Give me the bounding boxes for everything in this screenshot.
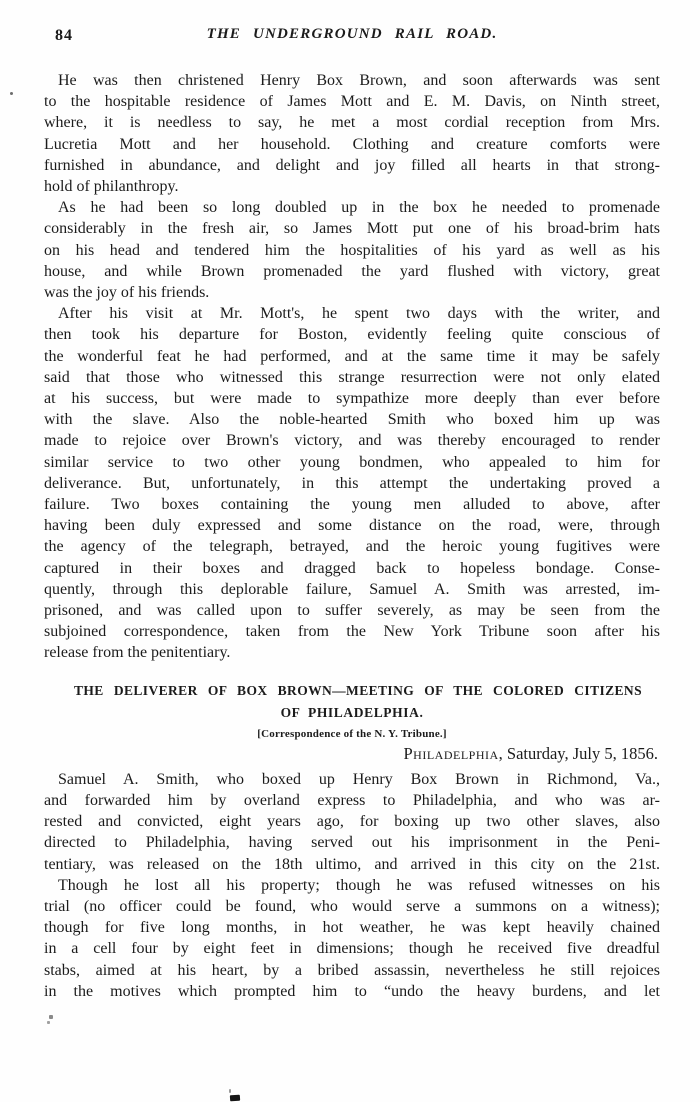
text-line: He was then christened Henry Box Brown, and soon afterwards was sent	[58, 72, 660, 89]
text-line: and forwarded him by overland express to Philadelphia, and who was ar-	[44, 791, 660, 809]
dateline-place: Philadelphia	[403, 743, 499, 763]
text-line: prisoned, and was called upon to suffer severely, as may be seen from the	[44, 602, 660, 620]
section-heading-line2: OF PHILADELPHIA.	[280, 704, 424, 720]
text-line: deliverance. But, unfortunately, in this attempt the undertaking proved a	[44, 474, 660, 492]
section-heading-line1: THE DELIVERER OF BOX BROWN—MEETING OF THE COLORED CITIZENS	[74, 682, 642, 698]
text-line: having been duly expressed and some distance on the road, were, through	[44, 517, 660, 535]
scan-artifact-dot	[49, 1015, 53, 1019]
text-line: trial (no officer could be found, who would serve a summons on a witness);	[44, 897, 660, 915]
text-line: in a cell four by eight feet in dimensions; though he received five dreadful	[44, 940, 660, 958]
text-line: After his visit at Mr. Mott's, he spent two days with the writer, and	[58, 305, 660, 323]
text-line: rested and convicted, eight years ago, for boxing up two other slaves, also	[44, 813, 660, 831]
paragraph	[44, 303, 660, 663]
scan-artifact-dot	[47, 1021, 50, 1024]
text-line: tentiary, was released on the 18th ultimo, and arrived in this city on the 21st.	[44, 855, 660, 873]
section-heading	[44, 681, 660, 764]
dateline	[44, 743, 660, 764]
text-line: in the motives which prompted him to “undo the heavy burdens, and let	[44, 982, 660, 1000]
text-line: though for five long months, in hot weather, he was kept heavily chained	[44, 919, 660, 937]
body-text-upper	[44, 70, 660, 664]
text-line: the wonderful feat he had performed, and at the same time it may be safely	[44, 347, 660, 365]
running-title: THE UNDERGROUND RAIL ROAD.	[206, 26, 498, 42]
text-line: failure. Two boxes containing the young men alluded to above, after	[44, 496, 660, 514]
text-line: then took his departure for Boston, evidently feeling quite conscious of	[44, 326, 660, 344]
text-line: with the slave. Also the noble-hearted Smith who boxed him up was	[44, 411, 660, 429]
text-line: captured in their boxes and dragged back to hopeless bondage. Conse-	[44, 559, 660, 577]
scan-artifact-margin-dot	[10, 92, 13, 95]
text-line: Though he lost all his property; though he was refused witnesses on his	[58, 876, 660, 894]
scan-artifact-ink-blob	[230, 1095, 240, 1102]
paragraph	[44, 875, 660, 1002]
text-line: to the hospitable residence of James Mott and E. M. Davis, on Ninth street,	[44, 93, 660, 111]
text-line: the agency of the telegraph, betrayed, and the heroic young fugitives were	[44, 538, 660, 556]
text-line: As he had been so long doubled up in the box he needed to promenade	[58, 199, 660, 217]
paragraph	[44, 70, 660, 197]
correspondence-credit: [Correspondence of the N. Y. Tribune.]	[257, 727, 447, 740]
text-line: said that those who witnessed this strange resurrection were not only elated	[44, 368, 660, 386]
text-line: Samuel A. Smith, who boxed up Henry Box Brown in Richmond, Va.,	[58, 770, 660, 788]
text-line: where, it is needless to say, he met a most cordial reception from Mrs.	[44, 114, 660, 132]
paragraph	[44, 769, 660, 875]
text-line: furnished in abundance, and delight and joy filled all hearts in that strong-	[44, 156, 660, 174]
text-line: Lucretia Mott and her household. Clothing and creature comforts were	[44, 135, 660, 153]
text-line: at his success, but were made to sympathize more deeply than ever before	[44, 390, 660, 408]
text-line: subjoined correspondence, taken from the New York Tribune soon after his	[44, 623, 660, 641]
text-line: release from the penitentiary.	[44, 644, 231, 662]
text-line: quently, through this deplorable failure, Samuel A. Smith was arrested, im-	[44, 580, 660, 598]
text-line: similar service to two other young bondmen, who appealed to him for	[44, 453, 660, 471]
text-line: considerably in the fresh air, so James Mott put one of his broad-brim hats	[44, 220, 660, 238]
body-text-lower	[44, 769, 660, 1002]
text-line: directed to Philadelphia, having served out his imprisonment in the Peni-	[44, 834, 660, 852]
dateline-date: , Saturday, July 5, 1856.	[498, 743, 658, 763]
text-line: on his head and tendered him the hospitalities of his yard as well as his	[44, 241, 660, 259]
text-line: was the joy of his friends.	[44, 284, 210, 302]
scan-artifact-tick	[229, 1089, 231, 1093]
page-header	[44, 26, 660, 48]
text-line: house, and while Brown promenaded the yard flushed with victory, great	[44, 262, 660, 280]
text-line: hold of philanthropy.	[44, 178, 179, 196]
paragraph	[44, 197, 660, 303]
page-number: 84	[55, 27, 73, 44]
text-line: made to rejoice over Brown's victory, and was thereby encouraged to render	[44, 432, 660, 450]
text-line: stabs, aimed at his heart, by a bribed assassin, nevertheless he still rejoices	[44, 961, 660, 979]
